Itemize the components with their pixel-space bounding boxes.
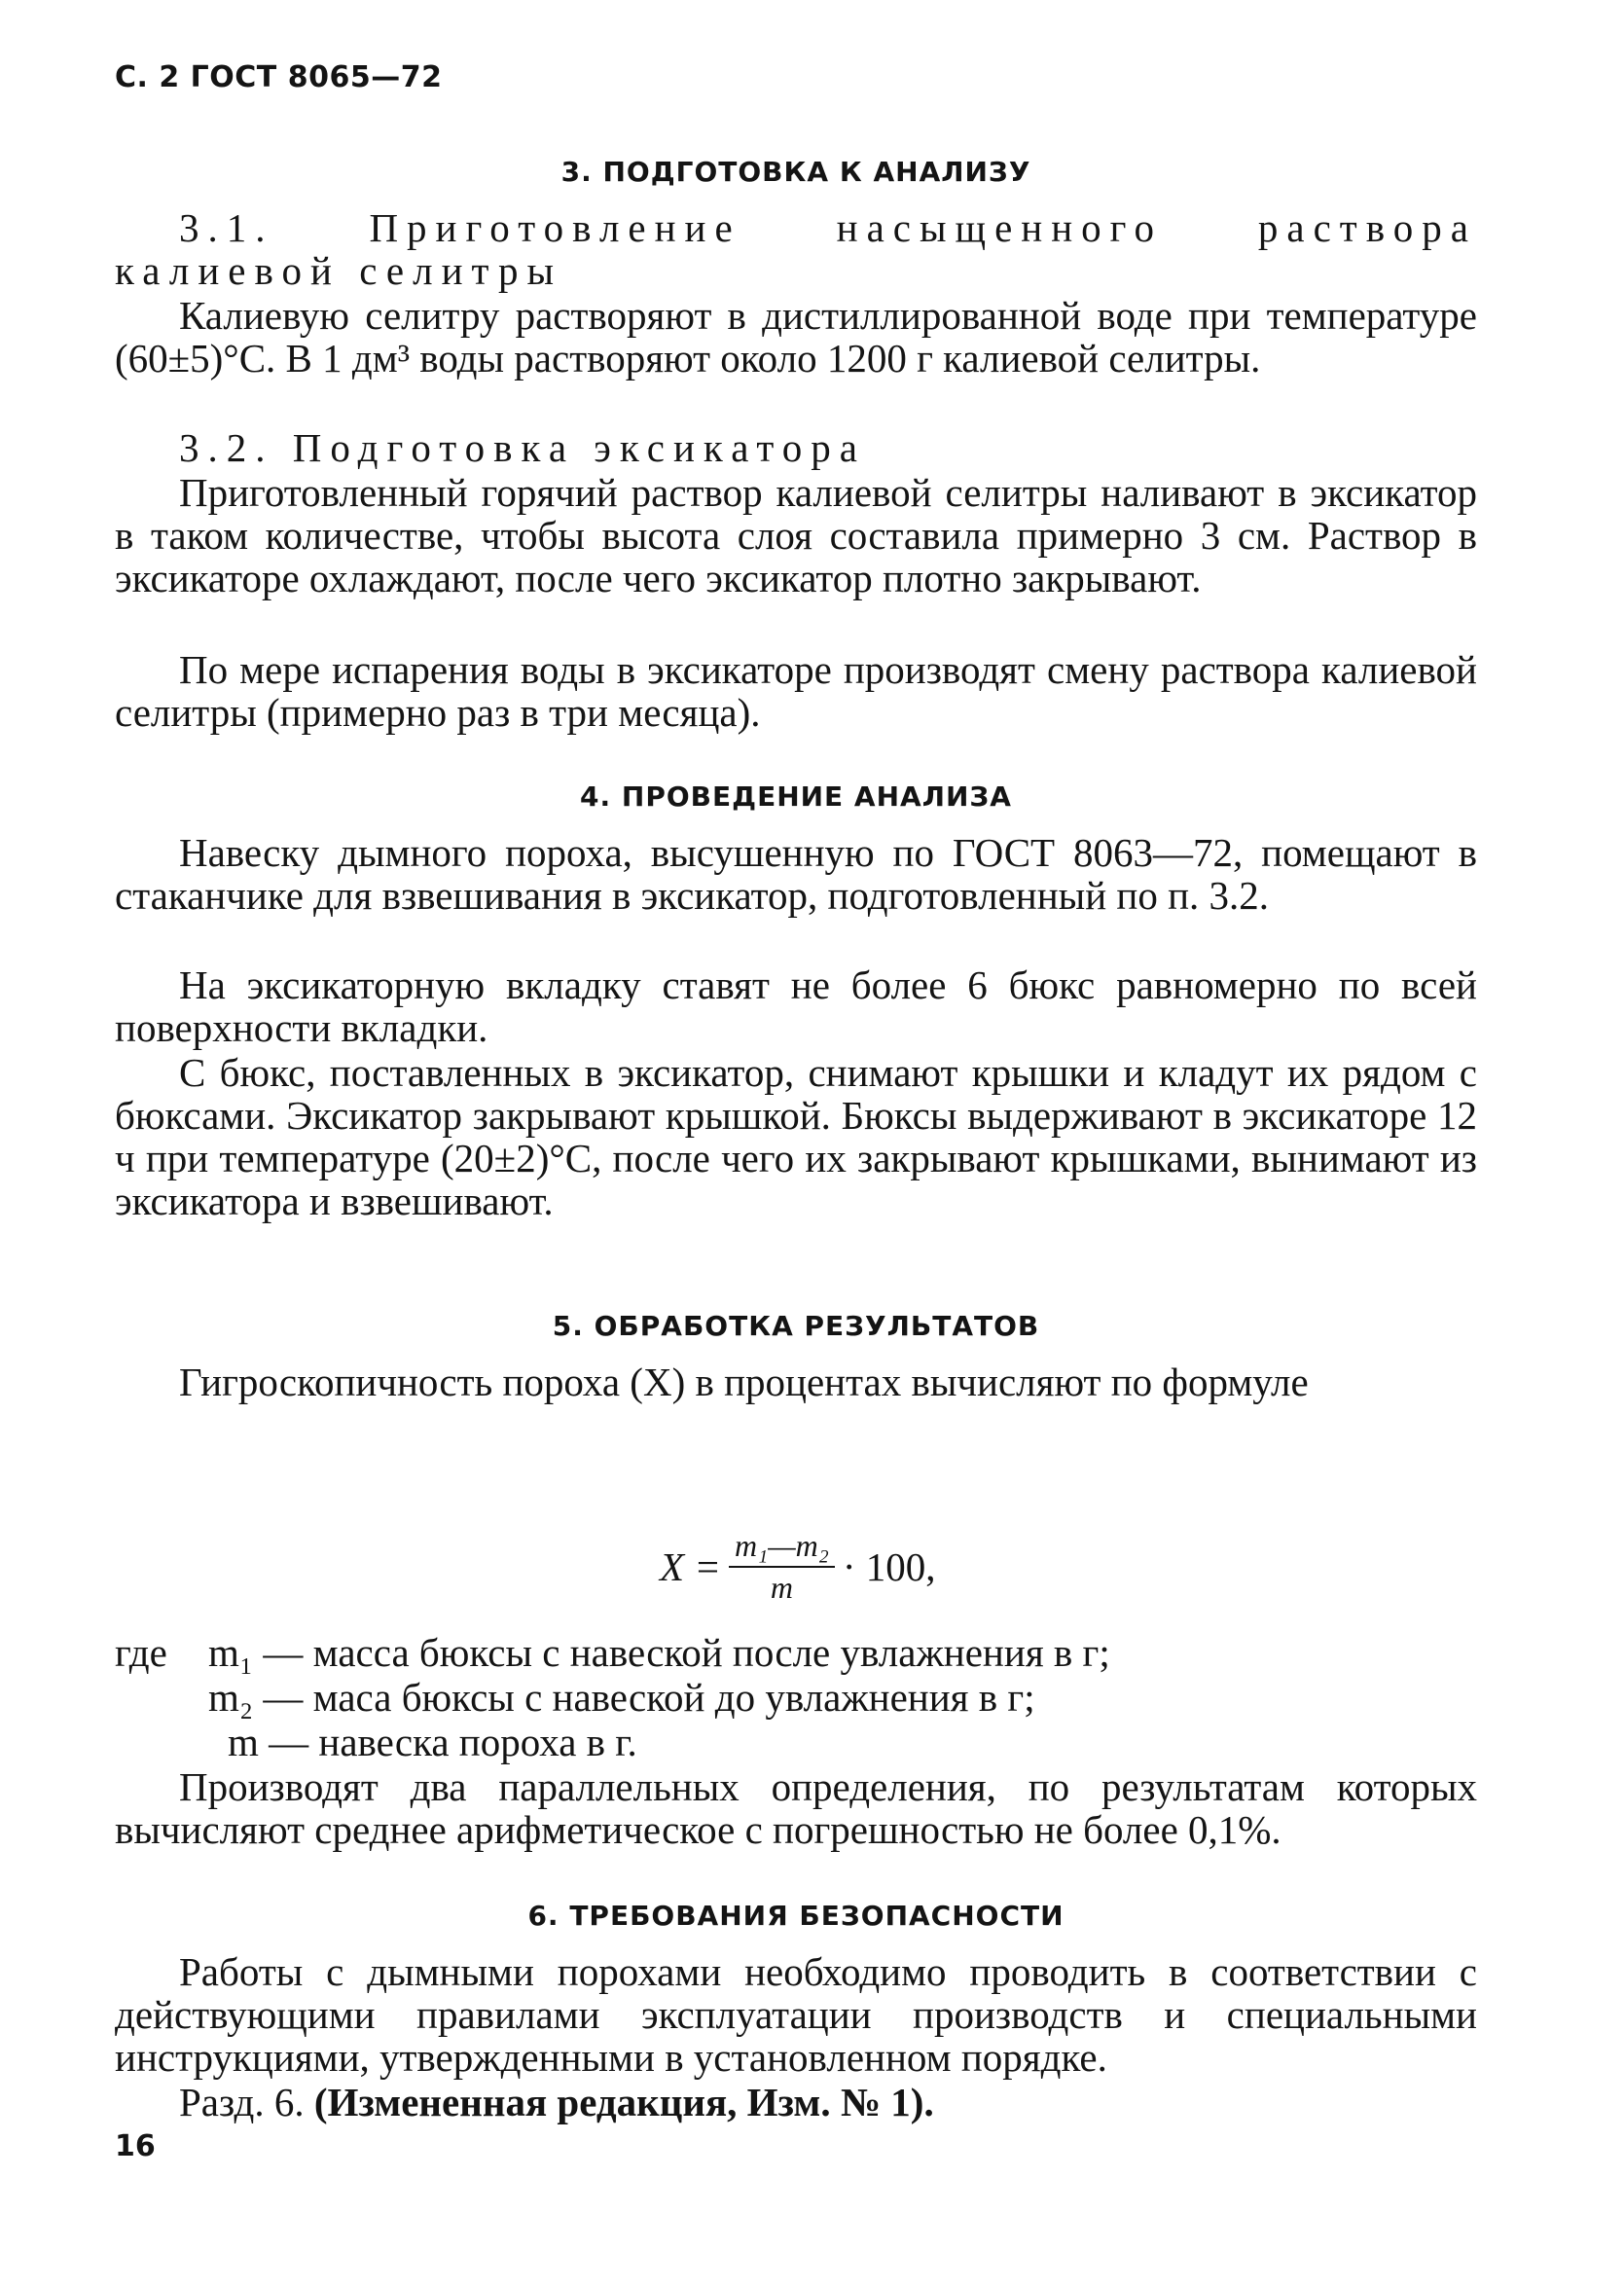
where-m1: m₁ — масса бюксы с навеской после увлажнения в г; — [208, 1630, 1110, 1675]
section-3-title: 3. ПОДГОТОВКА К АНАЛИЗУ — [560, 156, 1031, 188]
section-6-paragraph-1: Работы с дымными порохами необходимо проводить в соответствии с действующими правилами эксплуатации производств и специальными инструкциями, утвержденными в установленном порядке. — [115, 1949, 1477, 2080]
section-5-title: 5. ОБРАБОТКА РЕЗУЛЬТАТОВ — [552, 1310, 1040, 1342]
document-page — [115, 60, 1477, 2240]
section-4-paragraph-3: С бюкс, поставленных в эксикатор, снимают крышки и кладут их рядом с бюксами. Эксикатор закрывают крышкой. Бюксы выдерживают в эксикаторе 12 ч при температуре (20±2)°С, после чего их закрывают крышками, вынимают из эксикатора и взвешивают. — [115, 1050, 1477, 1223]
hygroscopicity-formula — [660, 1508, 936, 1625]
section-4-paragraph-2: На эксикаторную вкладку ставят не более 6 бюкс равномерно по всей поверхности вкладки. — [115, 962, 1477, 1050]
paragraph-3-2-text-1: Приготовленный горячий раствор калиевой селитры наливают в эксикатор в таком количестве, чтобы высота слоя составила примерно 3 см. Раствор в эксикаторе охлаждают, после чего эксикатор плотно закрывают. — [115, 470, 1477, 600]
section-4-title: 4. ПРОВЕДЕНИЕ АНАЛИЗА — [580, 780, 1012, 813]
where-label: где — [115, 1630, 167, 1675]
paragraph-3-1-text: Калиевую селитру растворяют в дистиллированной воде при температуре (60±5)°С. В 1 дм³ воды растворяют около 1200 г калиевой селитры. — [115, 293, 1477, 381]
paragraph-3-2-text-2: По мере испарения воды в эксикаторе производят смену раствора калиевой селитры (примерно раз в три месяца). — [115, 647, 1477, 735]
section-5-paragraph-2: Производят два параллельных определения, по результатам которых вычисляют среднее арифметическое с погрешностью не более 0,1%. — [115, 1764, 1477, 1852]
formula-denominator: m — [770, 1570, 793, 1605]
running-head: С. 2 ГОСТ 8065—72 — [115, 60, 443, 94]
formula-fraction — [729, 1528, 835, 1606]
formula-lhs: X = — [660, 1544, 721, 1589]
paragraph-3-1-heading: 3.1. Приготовление насыщенного раствора калиевой селитры — [115, 205, 1477, 293]
formula-tail: · 100, — [842, 1544, 936, 1589]
where-m: m — навеска пороха в г. — [228, 1720, 637, 1764]
page-number: 16 — [115, 2129, 156, 2163]
amendment-note-bold: (Измененная редакция, Изм. № 1). — [313, 2080, 934, 2124]
formula-numerator: m₁—m₂ — [729, 1528, 835, 1568]
where-m2: m₂ — маса бюксы с навеской до увлажнения в г; — [208, 1675, 1035, 1720]
section-4-paragraph-1: Навеску дымного пороха, высушенную по ГОСТ 8063—72, помещают в стаканчике для взвешивания в эксикатор, подготовленный по п. 3.2. — [115, 830, 1477, 918]
paragraph-3-2-heading: 3.2. Подготовка эксикатора — [179, 425, 866, 470]
section-5-paragraph-1: Гигроскопичность пороха (X) в процентах вычисляют по формуле — [179, 1360, 1309, 1404]
amendment-note-prefix: Разд. 6. — [179, 2080, 305, 2124]
amendment-note — [179, 2081, 934, 2123]
section-6-title: 6. ТРЕБОВАНИЯ БЕЗОПАСНОСТИ — [527, 1900, 1065, 1932]
